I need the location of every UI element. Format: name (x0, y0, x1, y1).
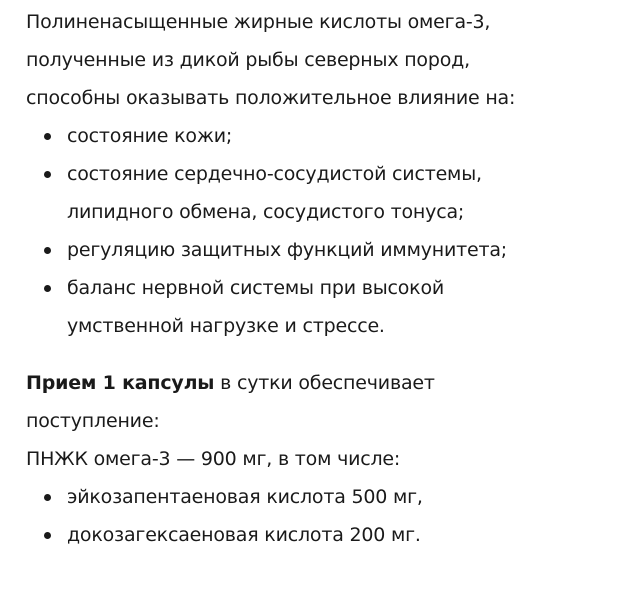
list-item-text: состояние сердечно-сосудистой системы, (67, 163, 482, 185)
bullet-icon (44, 133, 51, 140)
list-item-text: докозагексаеновая кислота 200 мг. (67, 524, 421, 546)
bullet-icon (44, 494, 51, 501)
intro-line: способны оказывать положительное влияние на: (26, 87, 516, 109)
list-item (26, 478, 616, 516)
dosage-paragraph (26, 364, 616, 478)
bullet-icon (44, 532, 51, 539)
bullet-icon (44, 247, 51, 254)
bullet-icon (44, 171, 51, 178)
dosage-line: поступление: (26, 410, 160, 432)
components-list (26, 478, 616, 554)
benefits-list (26, 117, 616, 345)
list-item-text: эйкозапентаеновая кислота 500 мг, (67, 486, 423, 508)
list-item (26, 117, 616, 155)
list-item-text: регуляцию защитных функций иммунитета; (67, 239, 507, 261)
dosage-line (26, 364, 616, 402)
list-item-text: умственной нагрузке и стрессе. (67, 315, 385, 337)
list-item (26, 231, 616, 269)
intro-paragraph (26, 3, 616, 117)
bullet-icon (44, 285, 51, 292)
dosage-rest: в сутки обеспечивает (214, 372, 435, 394)
intro-line: полученные из дикой рыбы северных пород, (26, 49, 470, 71)
dosage-bold: Прием 1 капсулы (26, 372, 215, 394)
list-item-text: липидного обмена, сосудистого тонуса; (67, 201, 465, 223)
list-item-text: состояние кожи; (67, 125, 233, 147)
list-item (26, 269, 616, 345)
list-item (26, 155, 616, 231)
intro-line: Полиненасыщенные жирные кислоты омега-3, (26, 11, 491, 33)
dosage-line: ПНЖК омега-3 — 900 мг, в том числе: (26, 448, 401, 470)
document-body (26, 0, 616, 554)
list-item (26, 516, 616, 554)
list-item-text: баланс нервной системы при высокой (67, 277, 445, 299)
